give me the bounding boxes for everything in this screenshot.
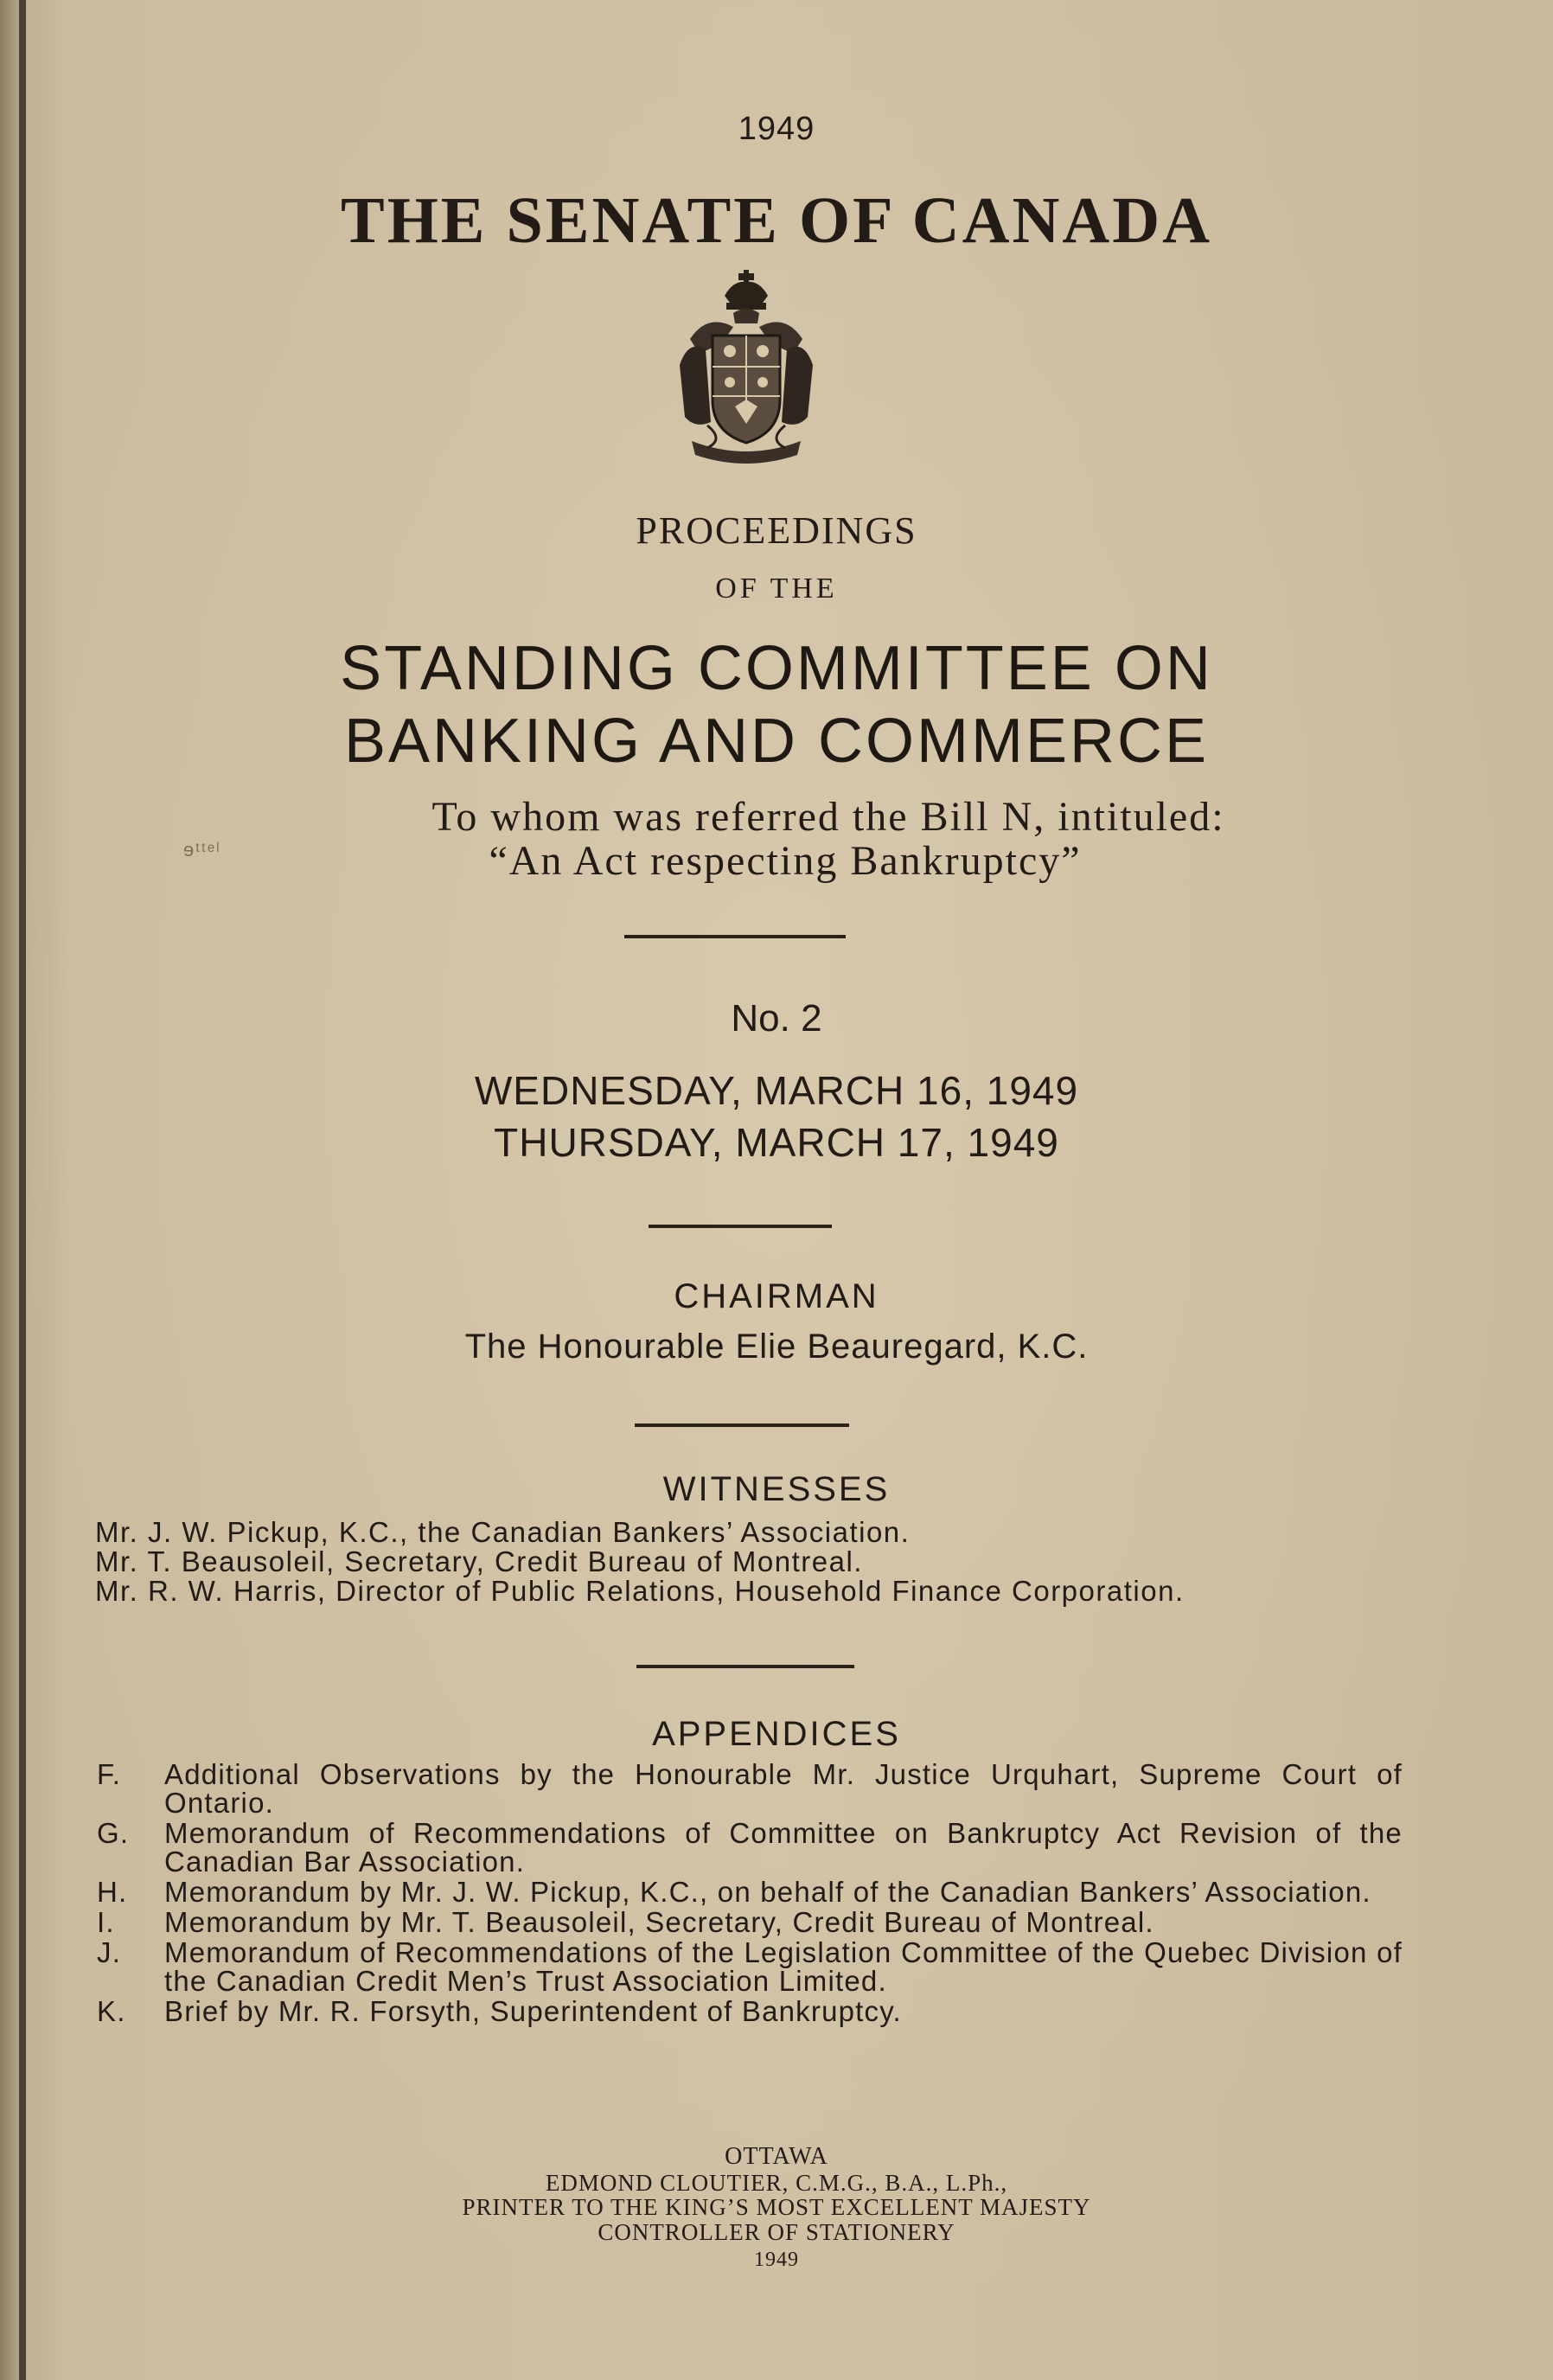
committee-title-line2: BANKING AND COMMERCE xyxy=(343,707,1210,776)
header-year: 1949 xyxy=(738,111,815,147)
pencil-marginalia: ɘᵗᵗᵉˡ xyxy=(183,839,221,861)
witnesses-heading: WITNESSES xyxy=(662,1470,891,1508)
witness-item: Mr. R. W. Harris, Director of Public Relations, Household Finance Corporation. xyxy=(95,1575,1185,1607)
binding-shadow xyxy=(0,0,19,2380)
chairman-name: The Honourable Elie Beauregard, K.C. xyxy=(464,1328,1089,1366)
divider-4 xyxy=(636,1665,854,1668)
imprint-controller: CONTROLLER OF STATIONERY xyxy=(598,2219,955,2245)
appendix-text: Memorandum by Mr. J. W. Pickup, K.C., on behalf of the Canadian Bankers’ Association. xyxy=(164,1876,1371,1908)
appendix-letter: H. xyxy=(97,1876,128,1908)
appendix-letter: J. xyxy=(97,1936,122,1968)
bill-referral-line: To whom was referred the Bill N, intituled: xyxy=(431,794,1225,840)
appendix-text: Brief by Mr. R. Forsyth, Superintendent of Bankruptcy. xyxy=(164,1995,902,2027)
institution-title: THE SENATE OF CANADA xyxy=(341,184,1212,257)
appendix-list xyxy=(97,1760,1403,2027)
divider-1 xyxy=(624,935,846,938)
appendix-item xyxy=(97,1938,1403,1995)
appendix-text: Memorandum of Recommendations of Committee on Bankruptcy Act Revision of the Canadian Bar Association. xyxy=(164,1817,1403,1878)
sitting-date-1: WEDNESDAY, MARCH 16, 1949 xyxy=(474,1068,1079,1113)
committee-title-line1: STANDING COMMITTEE ON xyxy=(340,634,1213,703)
proceedings-label: PROCEEDINGS xyxy=(636,509,917,552)
binding-edge xyxy=(19,0,26,2380)
appendix-letter: G. xyxy=(97,1817,130,1849)
appendix-item xyxy=(97,1997,1403,2025)
issue-number: No. 2 xyxy=(731,997,822,1040)
appendices-heading: APPENDICES xyxy=(652,1715,901,1753)
canada-coat-of-arms-icon xyxy=(673,270,820,469)
appendix-letter: F. xyxy=(97,1758,122,1790)
imprint-printer: EDMOND CLOUTIER, C.M.G., B.A., L.Ph., xyxy=(545,2170,1008,2196)
appendix-item xyxy=(97,1819,1403,1876)
divider-2 xyxy=(649,1225,832,1228)
appendix-item xyxy=(97,1878,1403,1906)
of-the-label: OF THE xyxy=(715,573,838,605)
imprint-role: PRINTER TO THE KING’S MOST EXCELLENT MAJESTY xyxy=(462,2194,1091,2220)
appendix-letter: K. xyxy=(97,1995,126,2027)
appendix-letter: I. xyxy=(97,1906,115,1938)
witness-list xyxy=(95,1518,1479,1606)
sitting-date-2: THURSDAY, MARCH 17, 1949 xyxy=(494,1120,1059,1165)
appendix-item xyxy=(97,1908,1403,1936)
appendix-text: Memorandum by Mr. T. Beausoleil, Secretary, Credit Bureau of Montreal. xyxy=(164,1906,1154,1938)
appendix-item xyxy=(97,1760,1403,1817)
imprint-city: OTTAWA xyxy=(725,2143,828,2170)
chairman-heading: CHAIRMAN xyxy=(674,1277,879,1315)
divider-3 xyxy=(635,1424,849,1427)
appendix-text: Memorandum of Recommendations of the Legislation Committee of the Quebec Division of the Canadian Credit Men’s Trust Association Limited. xyxy=(164,1936,1403,1997)
appendix-text: Additional Observations by the Honourable Mr. Justice Urquhart, Supreme Court of Ontario. xyxy=(164,1758,1403,1819)
act-title: “An Act respecting Bankruptcy” xyxy=(489,838,1082,884)
imprint-year: 1949 xyxy=(754,2249,799,2271)
witness-item: Mr. T. Beausoleil, Secretary, Credit Bureau of Montreal. xyxy=(95,1545,863,1577)
witness-item: Mr. J. W. Pickup, K.C., the Canadian Bankers’ Association. xyxy=(95,1516,911,1548)
